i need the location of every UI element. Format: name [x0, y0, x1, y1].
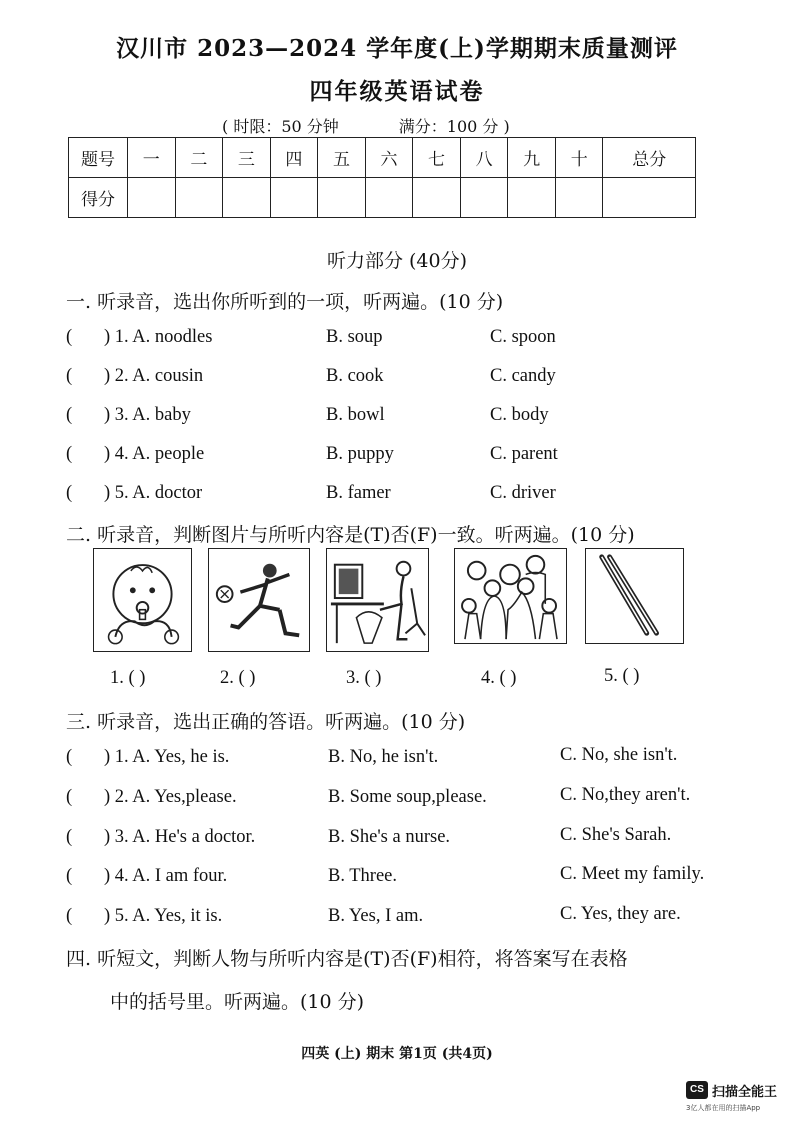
score-cell: 二 [175, 138, 223, 178]
question-number-option-a: ) 5. A. Yes, it is. [104, 906, 223, 926]
score-cell: 四 [270, 138, 318, 178]
score-input-cell[interactable] [413, 178, 461, 218]
answer-bracket[interactable]: ( [66, 747, 73, 767]
option-c: C. candy [490, 366, 556, 386]
question-number-option-a: ) 1. A. Yes, he is. [104, 747, 230, 767]
baby-picture-icon [94, 549, 191, 651]
option-b: B. Some soup,please. [328, 787, 487, 807]
listening-heading: 听力部分 (40分) [326, 250, 468, 272]
option-c: C. Yes, they are. [560, 904, 681, 924]
option-b: B. Three. [328, 866, 398, 886]
computer-worker-picture-icon [327, 549, 428, 651]
score-input-cell[interactable] [318, 178, 366, 218]
option-c: C. Meet my family. [560, 864, 705, 884]
answer-bracket[interactable]: ( [66, 483, 73, 503]
score-input-cell[interactable] [128, 178, 176, 218]
option-c: C. She's Sarah. [560, 825, 672, 845]
score-input-cell[interactable] [555, 178, 603, 218]
answer-bracket[interactable]: ( [66, 327, 73, 347]
score-cell: 六 [365, 138, 413, 178]
picture-5 [585, 548, 684, 644]
option-c: C. No,they aren't. [560, 785, 691, 805]
question-number-option-a: ) 3. A. He's a doctor. [104, 827, 256, 847]
question-number-option-a: ) 2. A. Yes,please. [104, 787, 237, 807]
score-cell: 三 [223, 138, 271, 178]
section3-title: 三. 听录音，选出正确的答语。听两遍。(10 分) [66, 711, 466, 733]
camscanner-name: 扫描全能王 [712, 1085, 778, 1100]
question-number-option-a: ) 4. A. I am four. [104, 866, 228, 886]
score-input-cell[interactable] [175, 178, 223, 218]
picture-4 [454, 548, 567, 644]
section2-title: 二. 听录音，判断图片与所听内容是(T)否(F)一致。听两遍。(10 分) [66, 524, 635, 546]
score-table-score-row [69, 178, 696, 218]
score-row-label: 得分 [69, 178, 128, 218]
question-number-option-a: ) 4. A. people [104, 444, 205, 464]
picture-2-answer[interactable]: 2. ( ) [220, 668, 256, 688]
option-c: C. driver [490, 483, 556, 503]
picture-4-answer[interactable]: 4. ( ) [481, 668, 517, 688]
score-input-cell[interactable] [603, 178, 696, 218]
section4-title-line1: 四. 听短文，判断人物与所听内容是(T)否(F)相符，将答案写在表格 [66, 948, 628, 970]
score-table [68, 137, 696, 218]
score-table-header-row [69, 138, 696, 178]
question-number-option-a: ) 5. A. doctor [104, 483, 203, 503]
option-c: C. No, she isn't. [560, 745, 678, 765]
option-b: B. bowl [326, 405, 385, 425]
option-c: C. spoon [490, 327, 556, 347]
score-input-cell[interactable] [223, 178, 271, 218]
section4-title-line2: 中的括号里。听两遍。(10 分) [110, 991, 365, 1013]
option-b: B. puppy [326, 444, 394, 464]
exam-time-info [222, 114, 510, 137]
score-cell: 八 [460, 138, 508, 178]
answer-bracket[interactable]: ( [66, 787, 73, 807]
family-picture-icon [455, 549, 566, 643]
score-input-cell[interactable] [270, 178, 318, 218]
score-cell: 七 [413, 138, 461, 178]
option-c: C. body [490, 405, 549, 425]
question-number-option-a: ) 3. A. baby [104, 405, 191, 425]
question-number-option-a: ) 2. A. cousin [104, 366, 204, 386]
option-b: B. famer [326, 483, 391, 503]
time-limit: ( 时限：50 分钟 [222, 117, 339, 136]
answer-bracket[interactable]: ( [66, 366, 73, 386]
score-input-cell[interactable] [508, 178, 556, 218]
camscanner-logo-icon: CS [686, 1081, 708, 1099]
picture-5-answer[interactable]: 5. ( ) [604, 666, 640, 686]
score-input-cell[interactable] [365, 178, 413, 218]
exam-title: 汉川市 2023—2024 学年度(上)学期期末质量测评 [116, 35, 678, 62]
option-c: C. parent [490, 444, 558, 464]
score-input-cell[interactable] [460, 178, 508, 218]
answer-bracket[interactable]: ( [66, 444, 73, 464]
answer-bracket[interactable]: ( [66, 906, 73, 926]
option-b: B. cook [326, 366, 384, 386]
football-player-picture-icon [209, 549, 309, 651]
picture-1-answer[interactable]: 1. ( ) [110, 668, 146, 688]
section1-title: 一. 听录音，选出你所听到的一项，听两遍。(10 分) [66, 291, 504, 313]
option-b: B. soup [326, 327, 383, 347]
picture-1 [93, 548, 192, 652]
option-b: B. Yes, I am. [328, 906, 424, 926]
full-score: 满分：100 分 ) [398, 117, 510, 136]
score-cell: 题号 [69, 138, 128, 178]
score-cell: 十 [555, 138, 603, 178]
question-number-option-a: ) 1. A. noodles [104, 327, 213, 347]
page-footer: 四英 (上) 期末 第1页 (共4页) [301, 1046, 493, 1062]
score-cell: 总分 [603, 138, 696, 178]
picture-2 [208, 548, 310, 652]
answer-bracket[interactable]: ( [66, 827, 73, 847]
answer-bracket[interactable]: ( [66, 405, 73, 425]
option-b: B. She's a nurse. [328, 827, 451, 847]
picture-3 [326, 548, 429, 652]
exam-subtitle: 四年级英语试卷 [309, 78, 485, 105]
answer-bracket[interactable]: ( [66, 866, 73, 886]
score-cell: 五 [318, 138, 366, 178]
score-cell: 九 [508, 138, 556, 178]
chopsticks-picture-icon [586, 549, 683, 643]
score-cell: 一 [128, 138, 176, 178]
picture-3-answer[interactable]: 3. ( ) [346, 668, 382, 688]
camscanner-tagline: 3亿人都在用的扫描App [686, 1104, 761, 1112]
option-b: B. No, he isn't. [328, 747, 439, 767]
